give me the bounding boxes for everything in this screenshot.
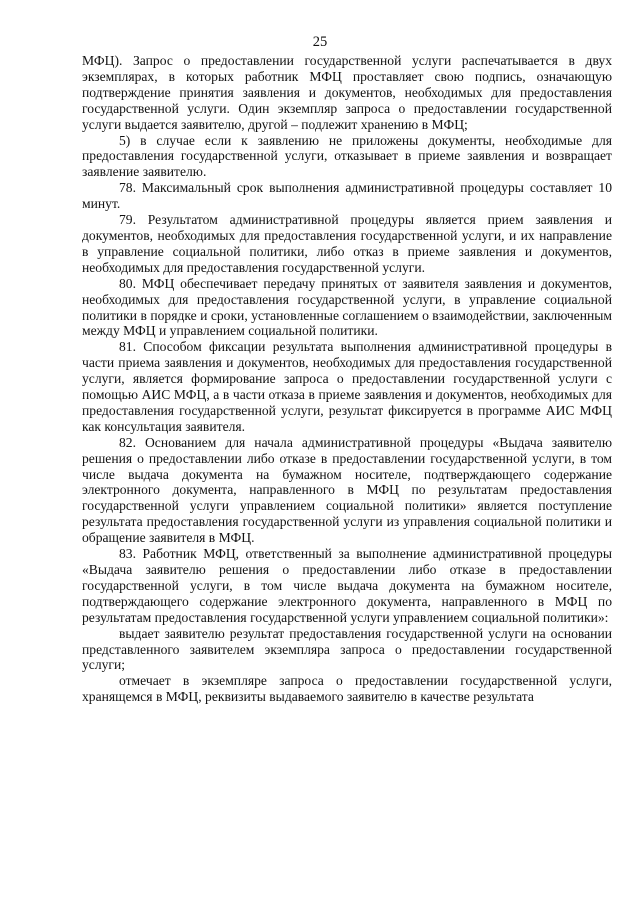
body-text bbox=[82, 53, 612, 705]
paragraph-83-action-issue: выдает заявителю результат предоставления государственной услуги на основании представленного заявителем экземпляра запроса о предоставлении государственной услуги; bbox=[82, 625, 612, 673]
paragraph-80: 80. МФЦ обеспечивает передачу принятых от заявителя заявления и документов, необходимых для предоставления государственной услуги, в управление социальной политики в порядке и сроки, установленные соглашением о взаимодействии, заключенным между МФЦ и управлением социальной политики. bbox=[82, 275, 612, 339]
page-number: 25 bbox=[312, 34, 328, 50]
paragraph-79: 79. Результатом административной процедуры является прием заявления и документов, необходимых для предоставления государственной услуги, и их направление в управление социальной политики, либо отказ в приеме заявления и документов, необходимых для предоставления государственной услуги. bbox=[82, 212, 612, 275]
paragraph-81: 81. Способом фиксации результата выполнения административной процедуры в части приема заявления и документов, необходимых для предоставления государственной услуги, является формирование запроса о предоставлении государственной услуги с помощью АИС МФЦ, а в части отказа в приеме заявления и документов, необходимых для предоставления государственной услуги, результат фиксируется в программе АИС МФЦ как консультация заявителя. bbox=[82, 339, 612, 434]
paragraph-78: 78. Максимальный срок выполнения административной процедуры составляет 10 минут. bbox=[82, 180, 612, 212]
paragraph-83-action-mark: отмечает в экземпляре запроса о предоставлении государственной услуги, хранящемся в МФЦ, реквизиты выдаваемого заявителю в качестве результата bbox=[82, 673, 612, 705]
paragraph-83: 83. Работник МФЦ, ответственный за выполнение административной процедуры «Выдача заявителю решения о предоставлении либо отказе в предоставлении государственной услуги, в том числе выдача документа на бумажном носителе, подтверждающего содержание электронного документа, направленного в МФЦ по результатам предоставления государственной услуги управлением социальной политики»: bbox=[82, 546, 612, 625]
paragraph-item-5: 5) в случае если к заявлению не приложены документы, необходимые для предоставления государственной услуги, отказывает в приеме заявления и возвращает заявление заявителю. bbox=[82, 132, 612, 180]
paragraph-82: 82. Основанием для начала административной процедуры «Выдача заявителю решения о предоставлении либо отказе в предоставлении государственной услуги, в том числе выдача документа на бумажном носителе, подтверждающего содержание электронного документа, направленного в МФЦ по результатам предоставления государственной услуги управлением социальной политики» является поступление результата предоставления государственной услуги из управления социальной политики и обращение заявителя в МФЦ. bbox=[82, 434, 612, 546]
paragraph-continuation: МФЦ). Запрос о предоставлении государственной услуги распечатывается в двух экземплярах, в которых работник МФЦ проставляет свою подпись, означающую подтверждение принятия заявления и документов, необходимых для предоставления государственной услуги. Один экземпляр запроса о предоставлении государственной услуги выдается заявителю, другой – подлежит хранению в МФЦ; bbox=[82, 53, 612, 132]
